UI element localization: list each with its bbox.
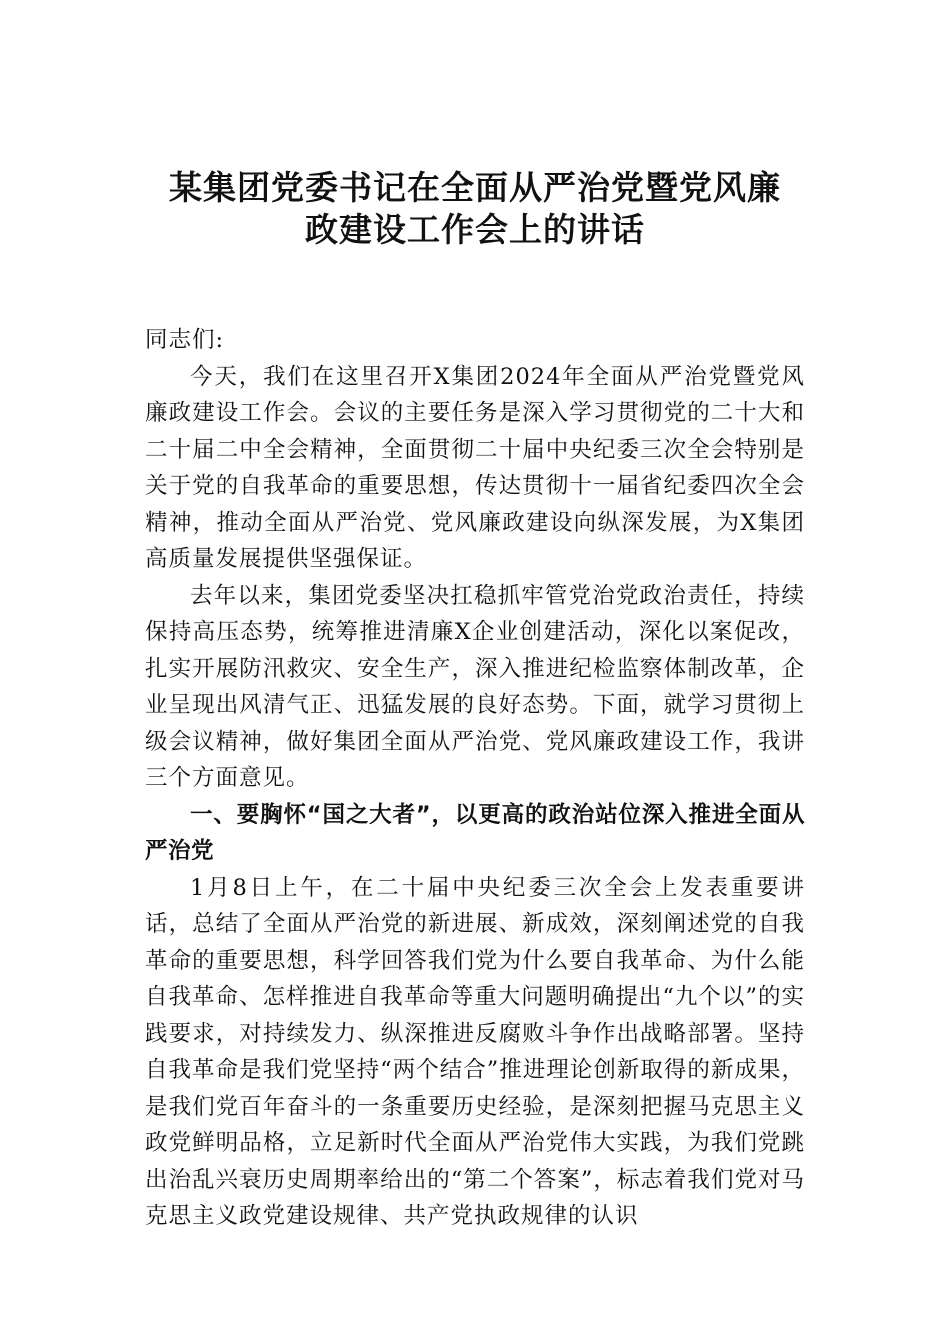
document-title-line-1: 某集团党委书记在全面从严治党暨党风廉 [169, 168, 781, 207]
salutation: 同志们: [145, 327, 225, 353]
section-heading-1: 一、要胸怀“国之大者”，以更高的政治站位深入推进全面从严治党 [145, 801, 805, 864]
paragraph-opening: 今天，我们在这里召开X集团2024年全面从严治党暨党风廉政建设工作会。会议的主要任务是深入学习贯彻党的二十大和二十届二中全会精神，全面贯彻二十届中央纪委三次全会特别是关于党的自我革命的重要思想，传达贯彻十一届省纪委四次全会精神，推动全面从严治党、党风廉政建设向纵深发展，为X集团高质量发展提供坚强保证。 [145, 363, 805, 572]
paragraph-review: 去年以来，集团党委坚决扛稳抓牢管党治党政治责任，持续保持高压态势，统筹推进清廉X企业创建活动，深化以案促改，扎实开展防汛救灾、安全生产，深入推进纪检监察体制改革，企业呈现出风清气正、迅猛发展的良好态势。下面，就学习贯彻上级会议精神，做好集团全面从严治党、党风廉政建设工作，我讲三个方面意见。 [145, 582, 805, 791]
document-body [145, 322, 805, 1235]
document-title-line-2: 政建设工作会上的讲话 [305, 210, 645, 249]
paragraph-section-1: 1月8日上午，在二十届中央纪委三次全会上发表重要讲话，总结了全面从严治党的新进展、新成效，深刻阐述党的自我革命的重要思想，科学回答我们党为什么要自我革命、为什么能自我革命、怎样推进自我革命等重大问题明确提出“九个以”的实践要求，对持续发力、纵深推进反腐败斗争作出战略部署。坚持自我革命是我们党坚持“两个结合”推进理论创新取得的新成果，是我们党百年奋斗的一条重要历史经验，是深刻把握马克思主义政党鲜明品格，立足新时代全面从严治党伟大实践，为我们党跳出治乱兴衰历史周期率给出的“第二个答案”，标志着我们党对马克思主义政党建设规律、共产党执政规律的认识 [145, 874, 805, 1229]
